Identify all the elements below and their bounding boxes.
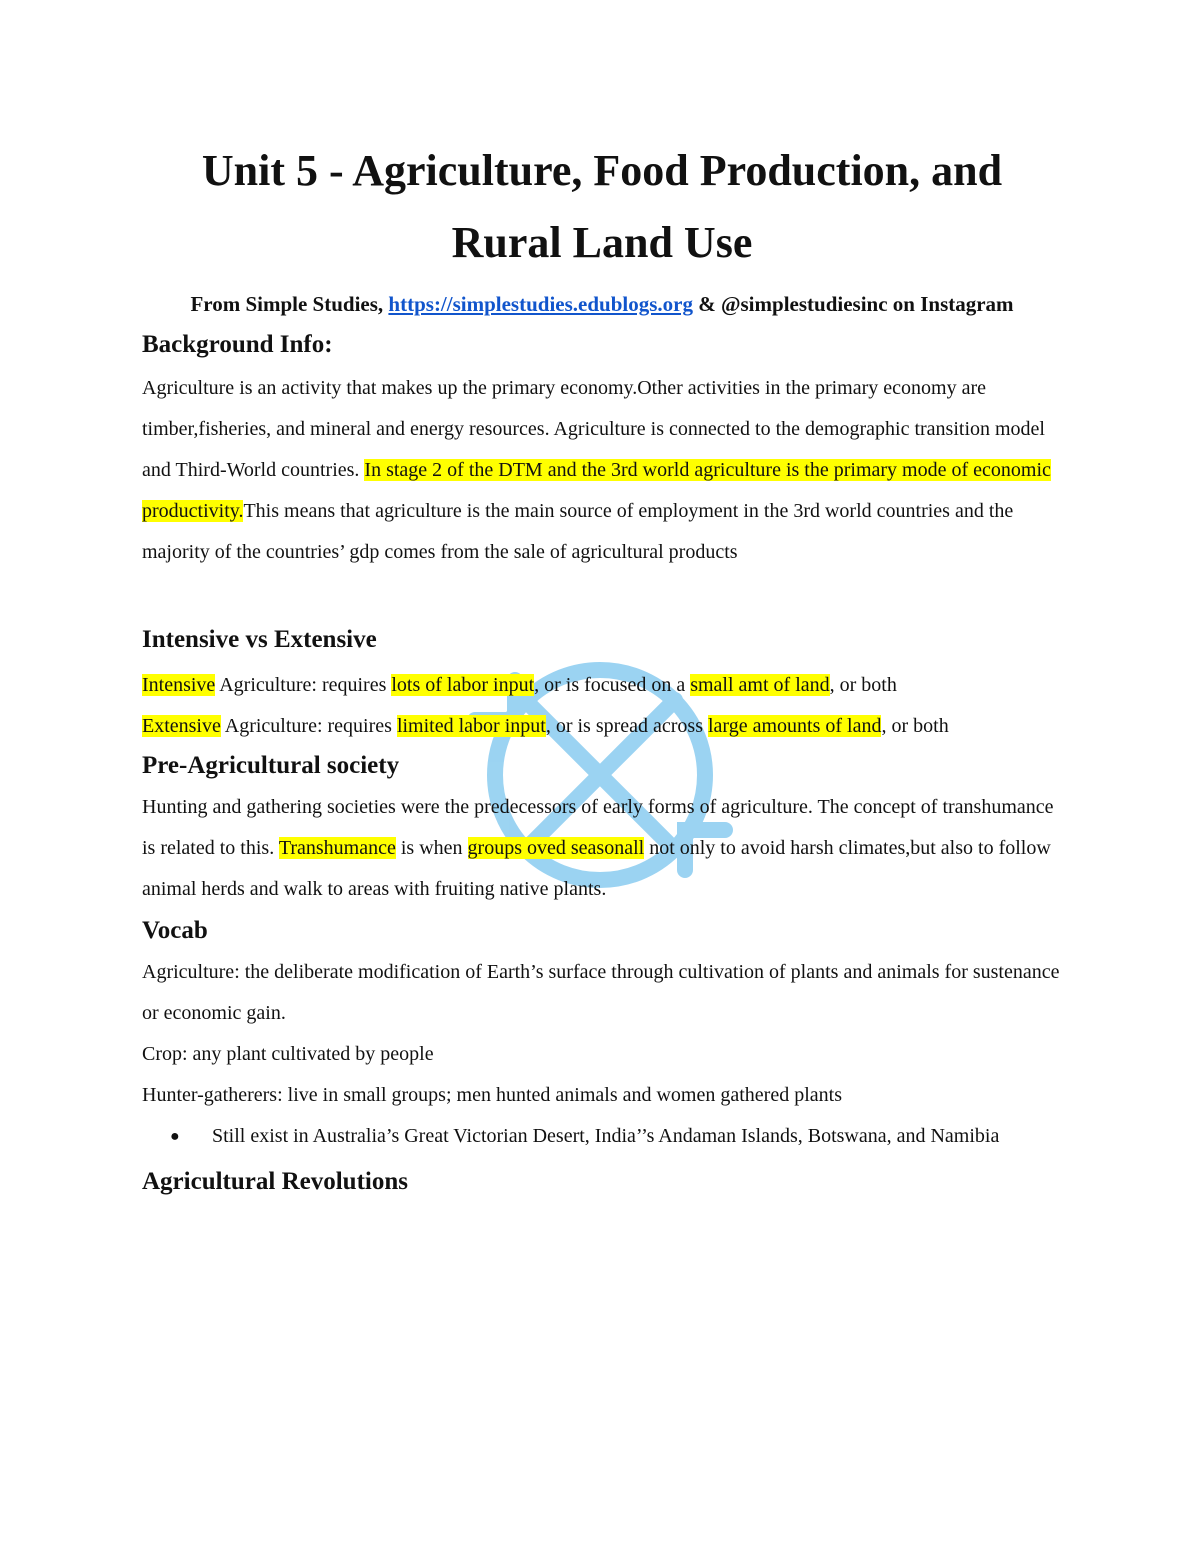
vocab-heading: Vocab [142, 917, 208, 944]
vocab-agriculture: Agriculture: the deliberate modification of Earth’s surface through cultivation of plants and animals for sustenance or economic gain. [142, 961, 1060, 1024]
vocab-crop: Crop: any plant cultivated by people [142, 1043, 434, 1065]
background-highlight: In stage 2 of the DTM and the 3rd world agriculture is the primary mode of economic productivity. [142, 459, 1051, 522]
pre-agricultural-heading: Pre-Agricultural society [142, 752, 400, 779]
page-title: Unit 5 - Agriculture, Food Production, and Rural Land Use [201, 146, 1003, 267]
extensive-text-2: , or is spread across [545, 715, 708, 737]
background-text-2: This means that agriculture is the main source of employment in the 3rd world countries and the majority of the countries’ gdp comes from the sale of agricultural products [142, 500, 1014, 563]
extensive-text-1: Agriculture: requires [220, 715, 397, 737]
pre-agricultural-highlight-2: groups oved seasonall [467, 837, 645, 859]
background-paragraph [142, 368, 1062, 573]
list-item-text: Still exist in Australia’s Great Victorian Desert, India’’s Andaman Islands, Botswana, and Namibia [212, 1125, 1000, 1147]
list-item [170, 1116, 1062, 1157]
intensive-highlight-1: lots of labor input [391, 674, 535, 696]
extensive-highlight-1: limited labor input [396, 715, 546, 737]
vocab-bullet-list [142, 1116, 1062, 1157]
pre-agricultural-text-1: Hunting and gathering societies were the predecessors of early forms of agriculture. The concept of transhumance is related to this. [142, 796, 1054, 859]
pre-agricultural-highlight-1: Transhumance [278, 837, 396, 859]
source-suffix: & @simplestudiesinc on Instagram [692, 292, 1014, 316]
source-link[interactable]: https://simplestudies.edublogs.org [388, 292, 693, 316]
intensive-extensive-heading: Intensive vs Extensive [142, 626, 377, 653]
source-line [142, 289, 1062, 320]
pre-agricultural-text-2: is when [395, 837, 468, 859]
source-prefix: From Simple Studies, [190, 292, 389, 316]
intensive-text-1: Agriculture: requires [215, 674, 392, 696]
pre-agricultural-text-3: not only to avoid harsh climates,but also to follow animal herds and walk to areas with fruiting native plants. [142, 837, 1051, 900]
extensive-term: Extensive [142, 715, 221, 737]
agricultural-revolutions-heading: Agricultural Revolutions [142, 1168, 408, 1195]
intensive-term: Intensive [142, 674, 216, 696]
extensive-paragraph [142, 706, 1062, 747]
bullet-icon: ● [170, 1128, 180, 1145]
intensive-highlight-2: small amt of land [690, 674, 830, 696]
background-text-1: Agriculture is an activity that makes up the primary economy.Other activities in the primary economy are timber,fisheries, and mineral and energy resources. Agriculture is connected to the demographic transition model and Third-World countries. [142, 377, 1045, 481]
vocab-hunter-gatherers: Hunter-gatherers: live in small groups; men hunted animals and women gathered plants [142, 1084, 842, 1106]
intensive-text-2: , or is focused on a [534, 674, 691, 696]
extensive-text-3: , or both [881, 715, 949, 737]
background-heading: Background Info: [142, 331, 333, 358]
intensive-text-3: , or both [829, 674, 897, 696]
intensive-paragraph [142, 665, 1062, 706]
pre-agricultural-paragraph [142, 787, 1062, 910]
extensive-highlight-2: large amounts of land [708, 715, 882, 737]
